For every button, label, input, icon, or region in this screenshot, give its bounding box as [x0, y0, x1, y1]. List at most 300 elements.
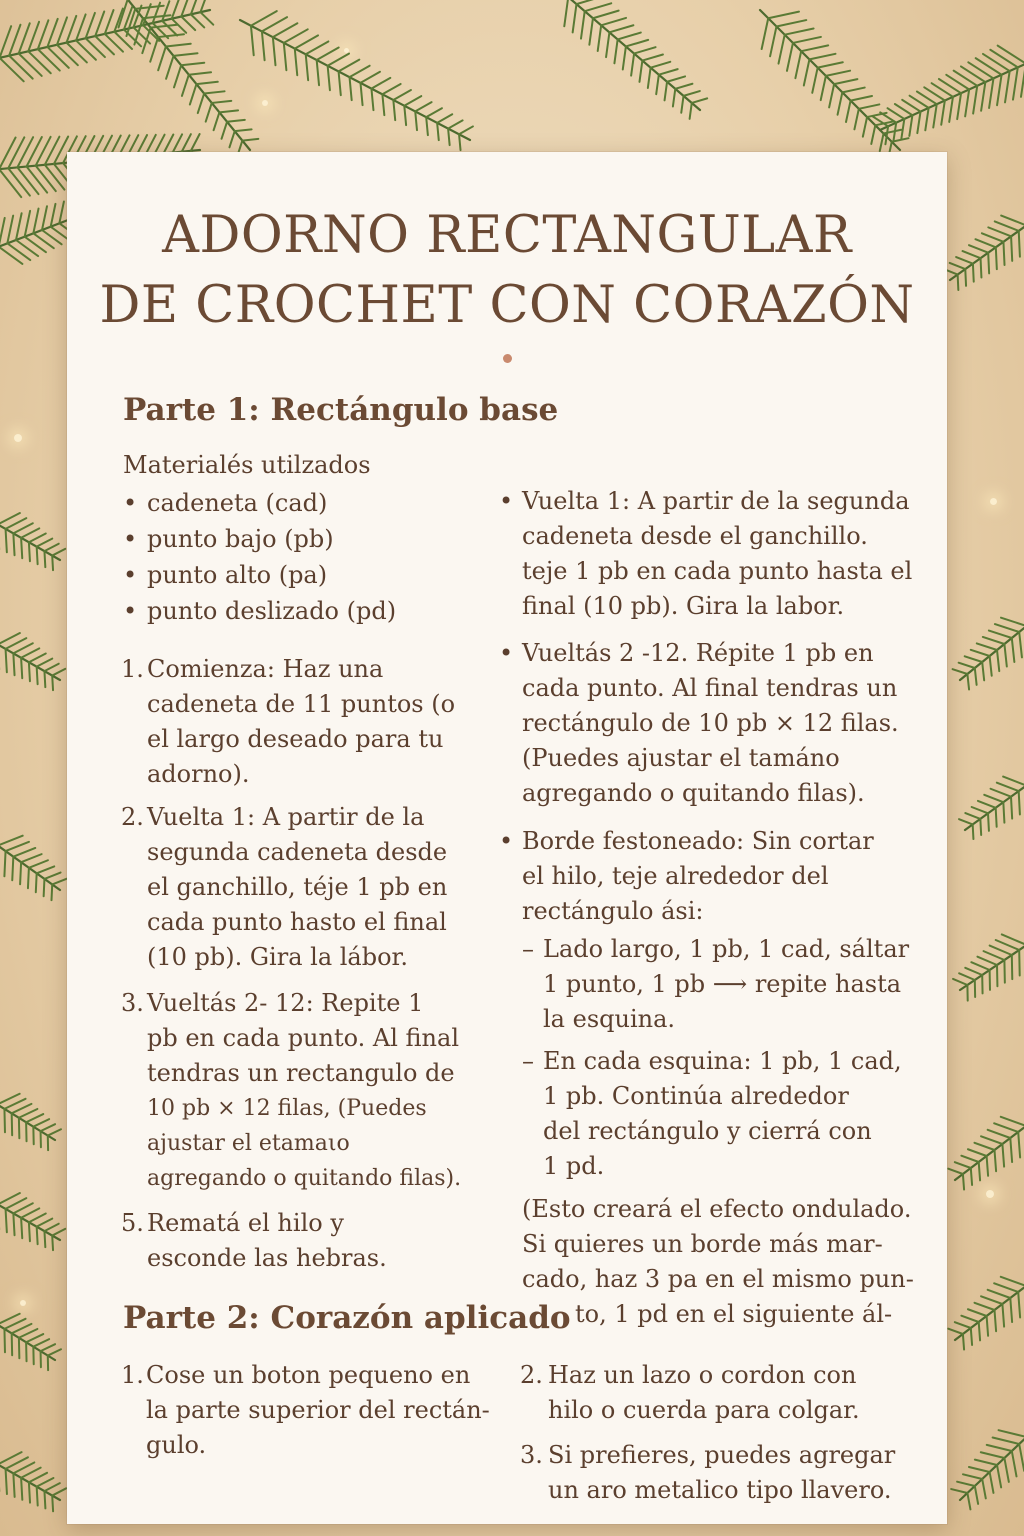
pine-needle — [975, 239, 995, 247]
pine-needle — [965, 656, 983, 662]
pine-needle — [576, 0, 603, 4]
pine-needle — [871, 125, 875, 144]
bullet-icon: • — [499, 639, 514, 667]
pine-needle — [328, 66, 330, 90]
pine-needle — [965, 89, 969, 116]
step-text-line: adorno). — [147, 760, 250, 788]
pine-needle — [21, 1478, 22, 1500]
bullet-icon: • — [123, 597, 138, 625]
pine-needle — [1019, 1444, 1024, 1471]
pine-needle — [20, 862, 21, 884]
pine-needle — [37, 659, 53, 667]
pine-needle — [690, 103, 692, 119]
pine-needle — [44, 1491, 45, 1508]
pine-needle — [273, 37, 276, 65]
pine-needle — [44, 879, 45, 896]
pine-needle — [1010, 1138, 1012, 1162]
pine-needle — [38, 49, 60, 70]
pine-needle — [863, 117, 867, 137]
pine-needle — [181, 0, 188, 17]
pine-needle — [33, 1119, 49, 1127]
pine-needle — [684, 91, 700, 96]
bullet-icon: • — [123, 561, 138, 589]
pine-needle — [21, 538, 22, 558]
pine-needle — [1001, 216, 1024, 226]
part2-step-line: la parte superior del rectán- — [146, 1396, 490, 1424]
material-item: cadeneta (cad) — [147, 489, 328, 517]
pine-needle — [328, 54, 349, 66]
pine-needle — [306, 41, 329, 54]
pine-needle — [19, 1109, 37, 1118]
pine-needle — [52, 669, 65, 676]
pine-needle — [437, 123, 439, 140]
pine-needle — [6, 529, 7, 552]
pine-needle — [973, 86, 977, 114]
pine-needle — [1019, 791, 1020, 814]
pine-needle — [1018, 1132, 1020, 1157]
pine-needle — [977, 643, 997, 650]
pine-needle — [1018, 1292, 1020, 1317]
pine-needle — [9, 56, 33, 79]
pine-needle — [284, 43, 287, 70]
page-title-line2: DE CROCHET CON CORAZÓN — [99, 276, 915, 335]
pine-needle — [44, 1231, 45, 1247]
pine-needle — [829, 84, 834, 107]
dash-item-line: En cada esquina: 1 pb, 1 cad, — [543, 1047, 902, 1075]
pine-needle — [623, 46, 626, 69]
pine-needle — [166, 44, 191, 47]
pine-needle — [975, 1143, 995, 1150]
pine-needle — [925, 108, 928, 130]
pine-needle — [350, 77, 352, 100]
pine-needle — [634, 47, 655, 53]
pine-needle — [983, 54, 1010, 71]
pine-needle — [851, 96, 872, 101]
pine-needle — [371, 89, 373, 111]
part1-heading: Parte 1: Rectángulo base — [123, 392, 559, 428]
pine-needle — [204, 91, 224, 93]
pine-needle — [888, 108, 905, 119]
pine-needle — [787, 43, 793, 71]
step-text-line: tendras un rectangulo de — [147, 1059, 455, 1087]
pine-needle — [29, 533, 46, 542]
pine-needle — [426, 108, 442, 117]
pine-needle — [124, 7, 132, 29]
right-bullet-line: el hilo, teje alrededor del — [522, 862, 829, 890]
pine-needle — [988, 1290, 1011, 1298]
pine-needle — [659, 69, 678, 75]
pine-needle — [1013, 67, 1018, 99]
pine-needle — [251, 11, 277, 26]
pine-needle — [242, 139, 258, 141]
pine-needle — [37, 539, 53, 547]
pine-needle — [51, 884, 52, 900]
pine-needle — [0, 218, 5, 247]
pine-needle — [776, 20, 806, 26]
pine-needle — [614, 39, 617, 63]
pine-needle — [968, 1149, 987, 1156]
pine-needle — [172, 0, 179, 19]
pine-needle — [1001, 618, 1024, 626]
pine-needle — [448, 120, 462, 128]
pine-needle — [295, 35, 318, 48]
pine-needle — [981, 1296, 1002, 1304]
pine-needle — [166, 56, 173, 79]
pine-needle — [953, 669, 968, 674]
right-bullet-line: Vueltás 2 -12. Répite 1 pb en — [522, 639, 874, 667]
step-text-line: cada punto hasto el final — [147, 908, 447, 936]
step-text-line: el largo deseado para tu — [147, 725, 444, 753]
pine-needle — [955, 1322, 971, 1328]
pine-needle — [426, 117, 428, 135]
dash-item-line: 1 pd. — [543, 1152, 605, 1180]
pine-needle — [163, 134, 173, 153]
pine-needle — [41, 1344, 56, 1351]
pine-needle — [8, 168, 30, 195]
step-text-line: Vueltás 2- 12: Repite 1 — [147, 989, 424, 1017]
right-bullet-line: final (10 pb). Gira la labor. — [522, 592, 845, 620]
pine-needle — [26, 1334, 43, 1342]
pine-needle — [13, 653, 14, 675]
pine-needle — [993, 1438, 1020, 1444]
pine-needle — [229, 131, 234, 147]
dash-item-line: 1 pb. Continúa alrededor — [543, 1082, 849, 1110]
pine-needle — [963, 251, 981, 258]
pine-needle — [0, 169, 21, 197]
pine-needle — [975, 1303, 995, 1310]
pine-needle — [360, 83, 362, 105]
pine-needle — [360, 72, 380, 83]
pine-needle — [812, 68, 817, 93]
pine-needle — [105, 10, 114, 34]
pine-needle — [956, 257, 973, 264]
pine-needle — [37, 547, 38, 565]
pine-needle — [975, 1486, 978, 1504]
step-text-line: Comienza: Haz una — [147, 655, 384, 683]
pine-needle — [978, 801, 996, 808]
pine-needle — [994, 1123, 1018, 1132]
pine-needle — [949, 97, 953, 122]
pine-needle — [48, 1349, 61, 1355]
bullet-icon: • — [123, 489, 138, 517]
pine-needle — [42, 206, 47, 230]
pine-needle — [770, 26, 776, 56]
pine-needle — [1012, 1451, 1017, 1476]
pine-needle — [173, 134, 183, 152]
pine-needle — [967, 1493, 970, 1509]
pine-needle — [393, 100, 395, 120]
pine-needle — [1004, 644, 1006, 667]
pine-needle — [6, 842, 29, 851]
pine-needle — [29, 1213, 46, 1222]
pine-needle — [995, 1310, 997, 1331]
pine-needle — [284, 29, 308, 43]
pine-needle — [609, 25, 633, 32]
pine-needle — [17, 167, 38, 194]
pine-needle — [317, 60, 319, 85]
pine-branch-stem — [560, 0, 700, 110]
pine-needle — [52, 549, 65, 556]
pine-needle — [989, 78, 993, 108]
pine-needle — [76, 40, 96, 59]
pine-needle — [13, 1203, 32, 1213]
pine-needle — [692, 98, 707, 103]
pine-needle — [227, 120, 245, 122]
pine-needle — [13, 533, 14, 555]
pine-needle — [0, 247, 22, 264]
step-text-line: el ganchillo, téje 1 pb en — [147, 873, 448, 901]
pine-needle — [7, 243, 30, 260]
pine-needle — [941, 101, 945, 125]
pine-needle — [1003, 802, 1004, 822]
pine-needle — [999, 1430, 1024, 1437]
pine-needle — [48, 1129, 61, 1135]
pine-needle — [28, 51, 50, 73]
pine-needle — [589, 18, 593, 45]
pine-needle — [37, 1487, 38, 1506]
pine-needle — [893, 123, 896, 142]
step-number: 2. — [520, 1361, 543, 1389]
pine-branch-stem — [955, 1280, 1024, 1340]
pine-needle — [415, 102, 431, 111]
pine-needle — [12, 857, 13, 881]
pine-needle — [158, 46, 166, 70]
pine-needle — [990, 50, 1017, 68]
pine-needle — [1012, 638, 1015, 662]
pine-needle — [961, 66, 985, 82]
pine-needle — [642, 55, 663, 61]
pine-needle — [963, 1334, 964, 1350]
pine-needle — [768, 12, 799, 19]
pine-needle — [995, 624, 1019, 632]
pine-needle — [52, 676, 53, 691]
pine-needle — [174, 53, 198, 56]
pine-needle — [222, 122, 228, 139]
right-bullet-line: cadeneta desde el ganchillo. — [522, 522, 868, 550]
pine-needle — [86, 38, 105, 57]
pine-needle — [4, 851, 5, 876]
pine-needle — [880, 134, 884, 152]
pine-needle — [979, 1162, 980, 1180]
pine-needle — [262, 31, 265, 60]
pine-needle — [601, 18, 626, 25]
pine-needle — [972, 807, 988, 813]
step-text-line: cadeneta de 11 puntos (o — [147, 690, 456, 718]
divider-dot — [503, 354, 512, 363]
pine-needle — [371, 78, 390, 89]
pine-needle — [182, 75, 189, 96]
pine-needle — [969, 245, 988, 253]
pine-needle — [990, 946, 1012, 955]
pine-needle — [52, 1229, 65, 1236]
pine-needle — [415, 111, 417, 130]
pine-needle — [995, 221, 1019, 230]
pine-needle — [448, 129, 450, 146]
pine-needle — [41, 1124, 56, 1131]
pine-needle — [997, 1465, 1001, 1487]
pine-needle — [181, 63, 204, 66]
pine-needle — [981, 258, 982, 277]
pine-needle — [989, 631, 1012, 638]
pine-needle — [901, 119, 904, 139]
pine-needle — [36, 166, 56, 191]
pine-needle — [76, 14, 86, 40]
right-bullet-line: agregando o quitando filas). — [522, 779, 865, 807]
dash-item-line: Lado largo, 1 pb, 1 cad, sáltar — [543, 935, 910, 963]
pine-needle — [656, 75, 659, 94]
pine-needle — [13, 848, 35, 857]
part2-step-line: un aro metalico tipo llavero. — [548, 1476, 892, 1504]
pine-needle — [21, 648, 39, 657]
pine-needle — [29, 653, 46, 662]
pine-needle — [981, 82, 985, 111]
bullet-icon: • — [499, 487, 514, 515]
pine-needle — [44, 664, 58, 671]
pine-needle — [393, 90, 411, 100]
pine-needle — [13, 1213, 14, 1235]
pine-needle — [854, 109, 858, 129]
pine-needle — [181, 17, 195, 31]
pine-needle — [626, 40, 648, 47]
step-number: 3. — [520, 1441, 543, 1469]
pine-needle — [988, 227, 1011, 236]
pine-needle — [33, 1339, 49, 1347]
pine-needle — [968, 1309, 987, 1316]
part2-step-line: Cose un boton pequeno en — [146, 1361, 471, 1389]
pine-needle — [957, 1482, 975, 1486]
pine-needle — [818, 62, 843, 67]
pine-needle — [37, 1478, 54, 1487]
step-text-line: agregando o quitando filas). — [147, 1166, 462, 1191]
pine-needle — [593, 11, 619, 19]
pine-needle — [573, 4, 577, 32]
pine-needle — [37, 866, 55, 873]
pine-needle — [7, 216, 13, 244]
pine-needle — [951, 1489, 967, 1493]
pine-needle — [190, 84, 197, 104]
pine-branch-stem — [120, 0, 250, 150]
pine-needle — [965, 813, 980, 819]
pine-needle — [973, 824, 974, 839]
pine-needle — [273, 23, 298, 37]
pine-needle — [162, 1, 169, 21]
dash-item-line: del rectángulo y cierrá con — [543, 1117, 872, 1145]
pine-needle — [206, 103, 212, 122]
pine-needle — [235, 129, 252, 131]
pine-needle — [33, 209, 38, 234]
pine-needle — [44, 1224, 58, 1231]
pine-needle — [973, 264, 974, 282]
pine-needle — [1019, 632, 1022, 657]
pine-needle — [965, 968, 982, 975]
pine-needle — [27, 167, 48, 193]
pine-needle — [971, 1168, 972, 1185]
pine-branch-stem — [880, 60, 1024, 130]
pine-needle — [29, 1473, 47, 1482]
part2-step-line: hilo o cuerda para colgar. — [548, 1396, 860, 1424]
pine-needle — [996, 940, 1019, 950]
part2-heading: Parte 2: Corazón aplicado — [123, 1300, 571, 1336]
pine-needle — [95, 11, 104, 36]
pine-needle — [998, 46, 1024, 64]
step-text-line: segunda cadeneta desde — [147, 838, 448, 866]
pine-needle — [953, 979, 967, 985]
pine-needle — [859, 104, 879, 108]
pine-needle — [21, 528, 39, 537]
pine-needle — [982, 1479, 986, 1498]
step-text-line: esconde las hebras. — [147, 1244, 387, 1272]
pine-needle — [648, 68, 651, 88]
pine-needle — [981, 1136, 1002, 1144]
pine-needle — [28, 22, 39, 52]
bullet-icon: • — [123, 525, 138, 553]
pine-needle — [57, 17, 67, 44]
pine-needle — [564, 0, 568, 26]
recipe-card — [67, 152, 947, 1524]
pine-needle — [28, 868, 29, 888]
pine-needle — [67, 16, 77, 43]
pine-needle — [44, 544, 58, 551]
pine-needle — [959, 819, 973, 824]
right-bullet-line: (Puedes ajustar el tamáno — [522, 744, 840, 772]
pine-needle — [994, 1283, 1018, 1292]
step-number: 1. — [121, 655, 144, 683]
dash-item-line: 1 punto, 1 pb ⟶ repite hasta — [543, 970, 902, 998]
pine-needle — [25, 211, 30, 237]
pine-needle — [45, 165, 65, 190]
step-number: 2. — [121, 803, 144, 831]
pine-needle — [804, 59, 810, 85]
pine-needle — [1019, 950, 1020, 976]
pine-needle — [618, 33, 641, 40]
pine-needle — [834, 79, 857, 84]
pine-needle — [19, 1329, 37, 1338]
pine-needle — [969, 1467, 990, 1472]
pine-needle — [52, 1488, 66, 1495]
pine-needle — [1004, 1458, 1008, 1482]
pine-needle — [196, 82, 217, 84]
pine-needle — [1011, 797, 1012, 819]
pine-needle — [67, 43, 87, 63]
pine-needle — [13, 643, 32, 653]
pine-needle — [779, 35, 785, 64]
pine-needle — [961, 1316, 978, 1322]
pine-needle — [885, 126, 888, 144]
pine-needle — [950, 263, 966, 269]
pine-needle — [987, 1316, 988, 1336]
pine-needle — [52, 556, 53, 571]
pine-needle — [988, 1130, 1011, 1138]
pine-needle — [963, 1174, 964, 1190]
pine-needle — [948, 1329, 963, 1334]
pine-needle — [26, 1114, 43, 1122]
pine-needle — [44, 1483, 59, 1491]
pine-needle — [880, 112, 896, 122]
pine-needle — [946, 75, 969, 90]
step-text-line: pb en cada punto. Al final — [147, 1024, 459, 1052]
pine-needle — [404, 106, 406, 125]
pine-needle — [198, 94, 204, 114]
pine-needle — [795, 51, 801, 78]
pine-needle — [1002, 1304, 1004, 1327]
pine-needle — [991, 789, 1011, 797]
pine-needle — [21, 658, 22, 678]
pine-needle — [4, 1109, 5, 1132]
bullet-icon: • — [499, 827, 514, 855]
pine-needle — [51, 204, 56, 227]
pine-branch-stem — [955, 1120, 1024, 1180]
pine-needle — [976, 58, 1002, 75]
